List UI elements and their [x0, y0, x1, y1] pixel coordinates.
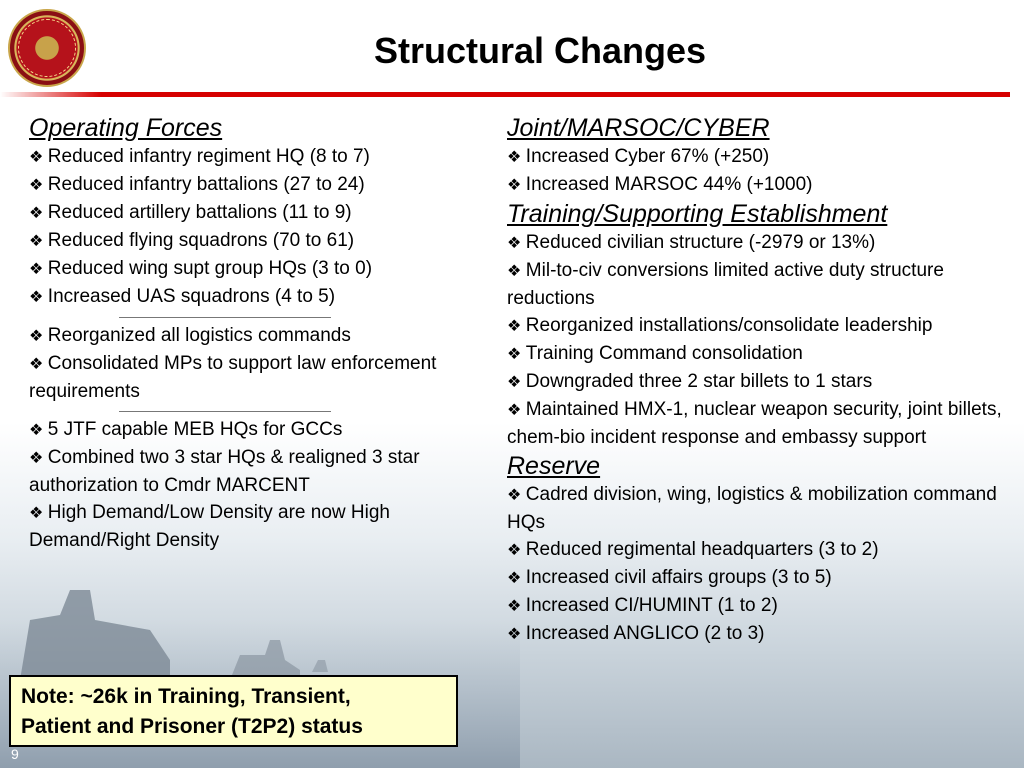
- training-establishment-heading: Training/Supporting Establishment: [507, 200, 888, 228]
- title-rule: [0, 92, 1010, 97]
- note-line-1: Note: ~26k in Training, Transient,: [21, 685, 351, 708]
- joint-marsoc-cyber-heading: Joint/MARSOC/CYBER: [507, 114, 770, 142]
- list-item: ❖ Increased Cyber 67% (+250): [507, 143, 1007, 171]
- list-item: ❖ Training Command consolidation: [507, 340, 1007, 368]
- list-item: ❖ Consolidated MPs to support law enforcement requirements: [29, 350, 469, 405]
- list-item: ❖ Reduced artillery battalions (11 to 9): [29, 199, 469, 227]
- list-item: ❖ Cadred division, wing, logistics & mobilization command HQs: [507, 481, 1007, 536]
- list-item: ❖ 5 JTF capable MEB HQs for GCCs: [29, 416, 469, 444]
- list-item: ❖ Increased CI/HUMINT (1 to 2): [507, 592, 1007, 620]
- list-item: ❖ Reduced wing supt group HQs (3 to 0): [29, 255, 469, 283]
- list-item: ❖ Downgraded three 2 star billets to 1 stars: [507, 368, 1007, 396]
- list-item: ❖ Reorganized installations/consolidate leadership: [507, 312, 1007, 340]
- list-item: ❖ Reduced infantry battalions (27 to 24): [29, 171, 469, 199]
- section-divider: [119, 411, 331, 412]
- list-item: ❖ Combined two 3 star HQs & realigned 3 star authorization to Cmdr MARCENT: [29, 444, 469, 499]
- list-item: ❖ Reduced civilian structure (-2979 or 13%): [507, 229, 1007, 257]
- reserve-heading: Reserve: [507, 452, 601, 480]
- list-item: ❖ Reduced regimental headquarters (3 to 2): [507, 536, 1007, 564]
- list-item: ❖ High Demand/Low Density are now High Demand/Right Density: [29, 499, 469, 554]
- list-item: ❖ Increased UAS squadrons (4 to 5): [29, 283, 469, 311]
- list-item: ❖ Increased civil affairs groups (3 to 5): [507, 564, 1007, 592]
- list-item: ❖ Reduced infantry regiment HQ (8 to 7): [29, 143, 469, 171]
- section-divider: [119, 317, 331, 318]
- note-line-2: Patient and Prisoner (T2P2) status: [21, 715, 363, 738]
- list-item: ❖ Maintained HMX-1, nuclear weapon security, joint billets, chem-bio incident response and embassy support: [507, 396, 1007, 451]
- list-item: ❖ Increased MARSOC 44% (+1000): [507, 171, 1007, 199]
- page-title: Structural Changes: [373, 30, 707, 71]
- list-item: ❖ Reorganized all logistics commands: [29, 322, 469, 350]
- seal-ring: [18, 19, 76, 77]
- operating-forces-heading: Operating Forces: [29, 114, 223, 142]
- left-column: [29, 113, 469, 554]
- list-item: ❖ Reduced flying squadrons (70 to 61): [29, 227, 469, 255]
- page-number: 9: [11, 746, 19, 762]
- right-column: [507, 113, 1007, 648]
- note-box: [9, 675, 458, 747]
- list-item: ❖ Mil-to-civ conversions limited active duty structure reductions: [507, 257, 1007, 312]
- list-item: ❖ Increased ANGLICO (2 to 3): [507, 620, 1007, 648]
- usmc-seal-logo: [8, 9, 86, 87]
